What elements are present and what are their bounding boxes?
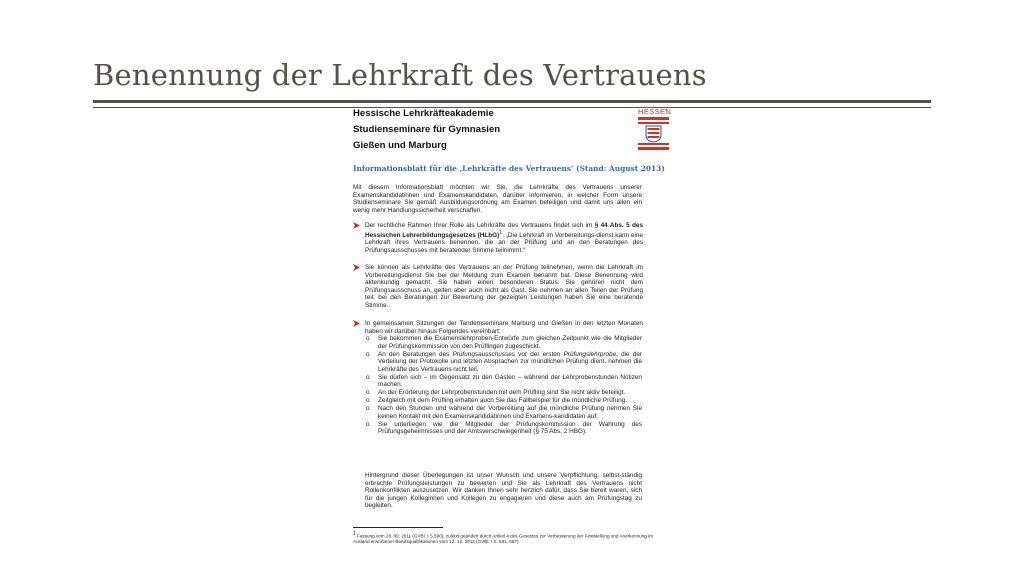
- list-item: o Zeitgleich mit dem Prüfling erhalten auch Sie das Fallbeispiel für die mündliche Prüfung.: [366, 397, 628, 404]
- hessen-crest-icon: [638, 117, 669, 150]
- header-line-2: Studienseminare für Gymnasien: [353, 124, 501, 135]
- circle-bullet: o: [366, 335, 370, 342]
- header-line-1: Hessische Lehrkräfteakademie: [353, 108, 494, 119]
- header-line-3: Gießen und Marburg: [353, 140, 447, 151]
- hessen-label: HESSEN: [638, 107, 672, 116]
- bullet-participation: [353, 264, 643, 309]
- slide-title: Benennung der Lehrkraft des Vertrauens: [93, 58, 707, 92]
- info-title: Informationsblatt für die ‚Lehrkräfte des Vertrauens‘ (Stand: August 2013): [353, 164, 665, 173]
- list-item: o Sie bekommen die Examenslehrproben-Entwürfe zum gleichen Zeitpunkt wie die Mitglieder der Prüfungskommission von den Prüflingen zugeschickt.: [366, 335, 642, 350]
- list-item: o An den Beratungen des Prüfungsausschusses vor der ersten Prüfungslehrprobe, die der Verteilung der Protokolle und letzten Absprachen zur mündlichen Prüfung dient, nehmen die Lehrkräfte des Vertrauens nicht teil.: [366, 350, 643, 373]
- circle-bullet: o: [366, 405, 370, 412]
- list-item: o Sie dürfen sich – im Gegensatz zu den Gästen – während der Lehrprobenstunden Notizen machen.: [366, 373, 642, 388]
- list-item: o An der Erörterung der Lehrprobenstunden mit dem Prüfling sind Sie nicht aktiv beteiligt.: [366, 389, 626, 396]
- intro-paragraph: Mit diesem Informationsblatt möchten wir Sie, die Lehrkräfte des Vertrauens unserer Examenskandidatinnen und Examenskandidaten, darüber informieren, in welcher Form unsere Studienseminare Sie gemäß Ausbildungsordnung am Examen beteiligen und damit uns allen ein wenig mehr Handlungssicherheit verschaffen.: [353, 184, 642, 214]
- footnote-text: Fassung vom 28. 09. 2011 (GVBl. I S.590), zuletzt geändert durch Artikel 4 des Gesetzes zur Verbesserung der Feststellung und Anerkennung im Ausland erworbener Berufsqualifikationen vom 12. 12. 2012 (GVBl. I S. 581, 587).: [353, 533, 653, 545]
- closing-paragraph: Hintergrund dieser Überlegungen ist unser Wunsch und unsere Verpflichtung, selbst-ständig erbrachte Prüfungsleistungen zu bewerten und Sie als Lehrkraft des Vertrauens nicht Rollenkonflikten auszusetzen. Wir danken Ihnen sehr herzlich dafür, dass Sie bereit waren, sich für die jungen Kolleginnen und Kollegen zu engagieren und diese auch am Prüfungstag zu begleiten.: [365, 472, 642, 509]
- document-page: [352, 108, 672, 556]
- bullet1-text-post: : „Die Lehrkraft im Vorbereitungs-dienst kann eine Lehrkraft ihres Vertrauens benennen, die an der Prüfung und an den Beratungen des Prüfungsausschusses mit beratender Stimme teilnimmt.“: [365, 231, 643, 254]
- footnote-divider: [353, 527, 443, 528]
- footnote-number: 1: [353, 531, 356, 537]
- list-item: o Nach den Stunden und während der Vorbereitung auf die mündliche Prüfung nehmen Sie keinen Kontakt mit den Examenskandidatinnen und Examens-kandidaten auf.: [366, 405, 642, 420]
- circle-bullet: o: [366, 420, 370, 428]
- red-arrow-bullet-icon: [353, 264, 360, 271]
- red-arrow-bullet-icon: [353, 222, 360, 229]
- bullet1-text-pre: Der rechtliche Rahmen Ihrer Rolle als Lehrkräfte des Vertrauens findet sich im: [365, 222, 595, 229]
- circle-bullet: o: [366, 397, 370, 404]
- list-item: o Sie unterliegen wie die Mitglieder der Prüfungskommission der Wahrung des Prüfungsgeheimnisses und der Amtsverschwiegenheit (§ 75 Abs. 2 HBG).: [366, 420, 642, 435]
- title-rule-thick: [93, 100, 931, 103]
- bullet1-footnote-ref: 1: [499, 229, 503, 236]
- circle-bullet: o: [366, 350, 370, 358]
- bullet-legal-framework: [353, 222, 643, 254]
- bullet2-text: Sie können als Lehrkräfte des Vertrauens an der Prüfung teilnehmen, wenn die Lehrkraft im Vorbereitungsdienst Sie bei der Meldung zum Examen benannt hat. Diese Benennung wird aktenkundig gemacht. Sie haben einen besonderen Status: Sie gehören nicht dem Prüfungsausschuss an, gelten aber auch nicht als Gast. Sie nehmen an allen Teilen der Prüfung teil; bei den Beratungen zur Bewertung der gezeigten Leistungen haben Sie eine beratende Stimme.: [365, 264, 643, 309]
- agreement-sub-list: [366, 335, 642, 436]
- red-arrow-bullet-icon: [353, 320, 360, 327]
- bullet3-text: In gemeinsamen Sitzungen der Tandemseminare Marburg und Gießen in den letzten Monaten haben wir darüber hinaus Folgendes vereinbart:: [365, 320, 643, 335]
- footnote: [353, 532, 653, 545]
- bullet1-law-ref: § 44 Abs. 5 des Hessischen Lehrerbildungsgesetzes (HLbG): [365, 222, 643, 239]
- circle-bullet: o: [366, 373, 370, 381]
- circle-bullet: o: [366, 389, 370, 396]
- bullet-agreements: [353, 320, 643, 335]
